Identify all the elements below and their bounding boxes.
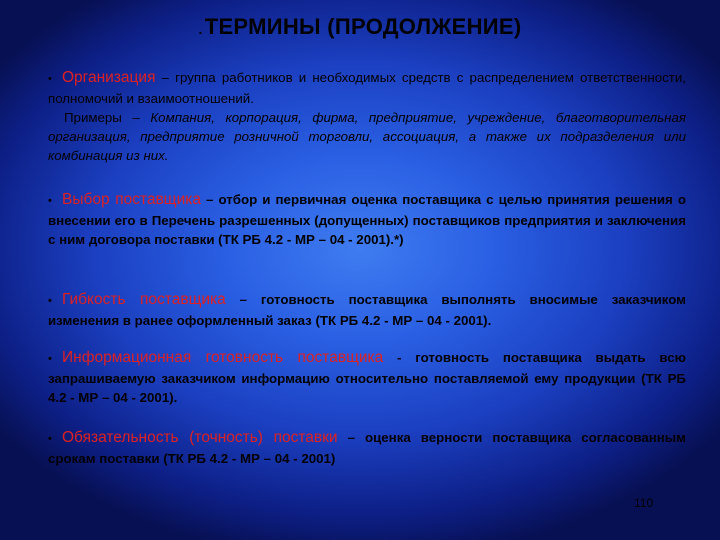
term-label: Информационная готовность поставщика <box>62 349 384 366</box>
bullet: • <box>48 295 52 307</box>
term-delivery-accuracy <box>48 428 686 468</box>
term-definition: – оценка верности поставщика согласованным срокам поставки (ТК РБ 4.2 - МР – 04 - 2001) <box>48 430 686 466</box>
title-marker: . <box>198 21 203 37</box>
examples <box>48 108 686 165</box>
term-supplier-flexibility <box>48 290 686 330</box>
term-definition: – готовность поставщика выполнять вносимые заказчиком изменения в ранее оформленный заказ (ТК РБ 4.2 - МР – 04 - 2001). <box>48 292 686 328</box>
term-label: Обязательность (точность) поставки <box>62 429 338 446</box>
examples-text: Компания, корпорация, фирма, предприятие, учреждение, благотворительная организация, предприятие розничной торговли, ассоциация, а также их подразделения или комбинация из них. <box>48 110 686 163</box>
term-definition: – группа работников и необходимых средств с распределением ответственности, полномочий и взаимоотношений. <box>48 70 686 106</box>
term-definition: - готовность поставщика выдать всю запрашиваемую заказчиком информацию относительно поставляемой ему продукции (ТК РБ 4.2 - МР – 04 - 2001). <box>48 350 686 405</box>
term-definition: – отбор и первичная оценка поставщика с целью принятия решения о внесении его в Перечень разрешенных (допущенных) поставщиков предприятия и заключения с ним договора поставки (ТК РБ 4.2 - МР – 04 - 2001).*) <box>48 192 686 247</box>
term-label: Организация <box>62 69 156 86</box>
title-text: ТЕРМИНЫ (ПРОДОЛЖЕНИЕ) <box>204 14 522 39</box>
examples-prefix: Примеры – <box>64 110 151 125</box>
term-supplier-selection <box>48 190 686 249</box>
bullet: • <box>48 433 52 445</box>
slide-title <box>0 14 720 40</box>
page-number: 110 <box>634 496 654 510</box>
term-label: Гибкость поставщика <box>62 291 226 308</box>
term-label: Выбор поставщика <box>62 191 201 208</box>
bullet: • <box>48 195 52 207</box>
term-information-readiness <box>48 348 686 407</box>
term-organization <box>48 68 686 165</box>
bullet: • <box>48 73 52 85</box>
bullet: • <box>48 353 52 365</box>
